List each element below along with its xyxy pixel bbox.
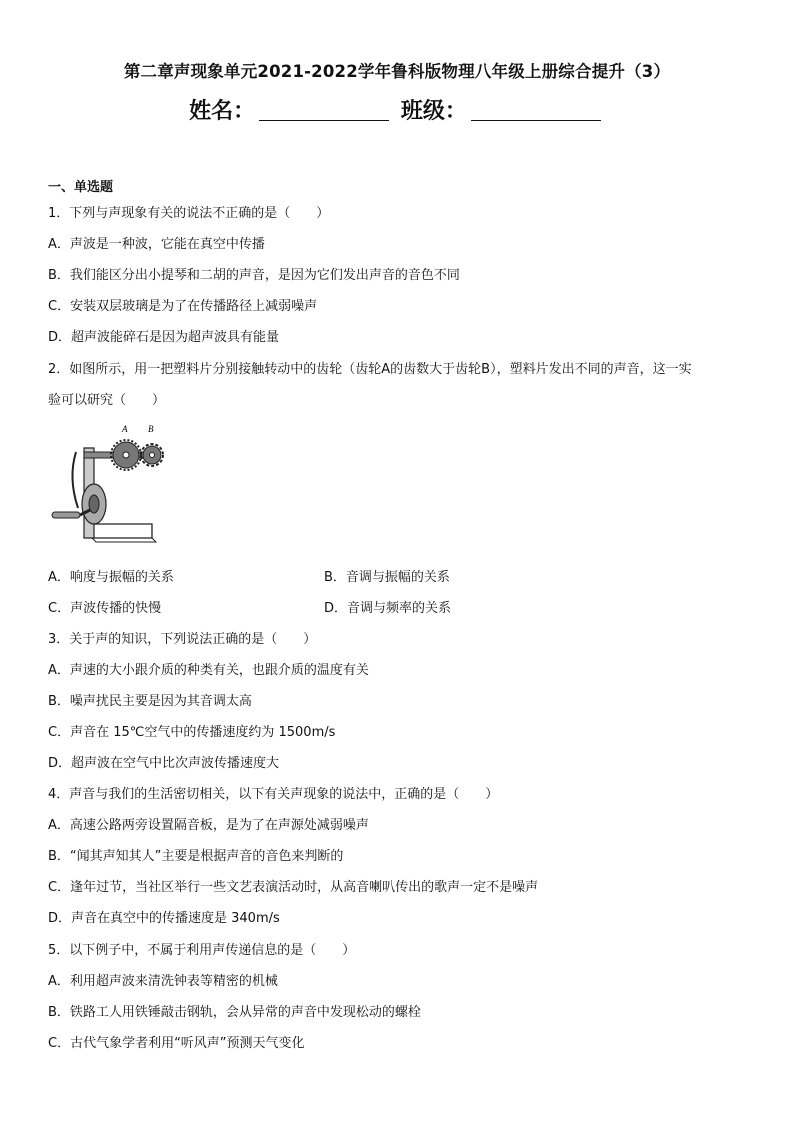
q1-option-a[interactable]: A．声波是一种波，它能在真空中传播 <box>48 237 265 252</box>
q1-option-d[interactable]: D．超声波能碎石是因为超声波具有能量 <box>48 330 280 345</box>
gear-a-label: A <box>122 424 128 434</box>
q4-option-d[interactable]: D．声音在真空中的传播速度是 340m/s <box>48 911 280 926</box>
q2-option-d[interactable]: D．音调与频率的关系 <box>324 601 452 616</box>
question-5-stem: 5．以下例子中，不属于利用声传递信息的是（ ） <box>48 943 356 958</box>
q5-option-a[interactable]: A．利用超声波来清洗钟表等精密的机械 <box>48 974 278 989</box>
section-heading: 一、单选题 <box>48 180 114 195</box>
q4-option-b[interactable]: B．“闻其声知其人”主要是根据声音的音色来判断的 <box>48 849 344 864</box>
gear-apparatus-figure <box>44 418 164 548</box>
q3-option-a[interactable]: A．声速的大小跟介质的种类有关，也跟介质的温度有关 <box>48 663 369 678</box>
class-blank[interactable] <box>471 100 601 121</box>
gear-a-icon <box>111 440 141 470</box>
name-label: 姓名： <box>189 99 256 124</box>
q3-option-b[interactable]: B．噪声扰民主要是因为其音调太高 <box>48 694 252 709</box>
question-2-stem: 2．如图所示，用一把塑料片分别接触转动中的齿轮（齿轮A的齿数大于齿轮B），塑料片发出不同的声音，这一实 <box>48 362 692 377</box>
q3-option-d[interactable]: D．超声波在空气中比次声波传播速度大 <box>48 756 280 771</box>
q2-option-b[interactable]: B．音调与振幅的关系 <box>324 570 450 585</box>
q2-option-a[interactable]: A．响度与振幅的关系 <box>48 570 174 585</box>
q4-option-a[interactable]: A．高速公路两旁设置隔音板，是为了在声源处减弱噪声 <box>48 818 369 833</box>
q1-option-c[interactable]: C．安装双层玻璃是为了在传播路径上减弱噪声 <box>48 299 318 314</box>
q3-option-c[interactable]: C．声音在 15℃空气中的传播速度约为 1500m/s <box>48 725 336 740</box>
gear-b-label: B <box>148 424 154 434</box>
q4-option-c[interactable]: C．逢年过节，当社区举行一些文艺表演活动时，从高音喇叭传出的歌声一定不是噪声 <box>48 880 539 895</box>
q2-option-c[interactable]: C．声波传播的快慢 <box>48 601 162 616</box>
question-2-stem-cont: 验可以研究（ ） <box>48 393 166 408</box>
name-blank[interactable] <box>259 100 389 121</box>
class-label: 班级： <box>400 99 467 124</box>
question-3-stem: 3．关于声的知识，下列说法正确的是（ ） <box>48 632 317 647</box>
gear-b-icon <box>141 444 163 466</box>
question-1-stem: 1．下列与声现象有关的说法不正确的是（ ） <box>48 206 330 221</box>
q5-option-b[interactable]: B．铁路工人用铁锤敲击钢轨，会从异常的声音中发现松动的螺栓 <box>48 1005 421 1020</box>
question-4-stem: 4．声音与我们的生活密切相关，以下有关声现象的说法中，正确的是（ ） <box>48 787 499 802</box>
document-title: 第二章声现象单元2021-2022学年鲁科版物理八年级上册综合提升（3） <box>123 62 671 81</box>
q1-option-b[interactable]: B．我们能区分出小提琴和二胡的声音，是因为它们发出声音的音色不同 <box>48 268 460 283</box>
q5-option-c[interactable]: C．古代气象学者利用“听风声”预测天气变化 <box>48 1036 305 1051</box>
name-class-line <box>0 94 794 125</box>
